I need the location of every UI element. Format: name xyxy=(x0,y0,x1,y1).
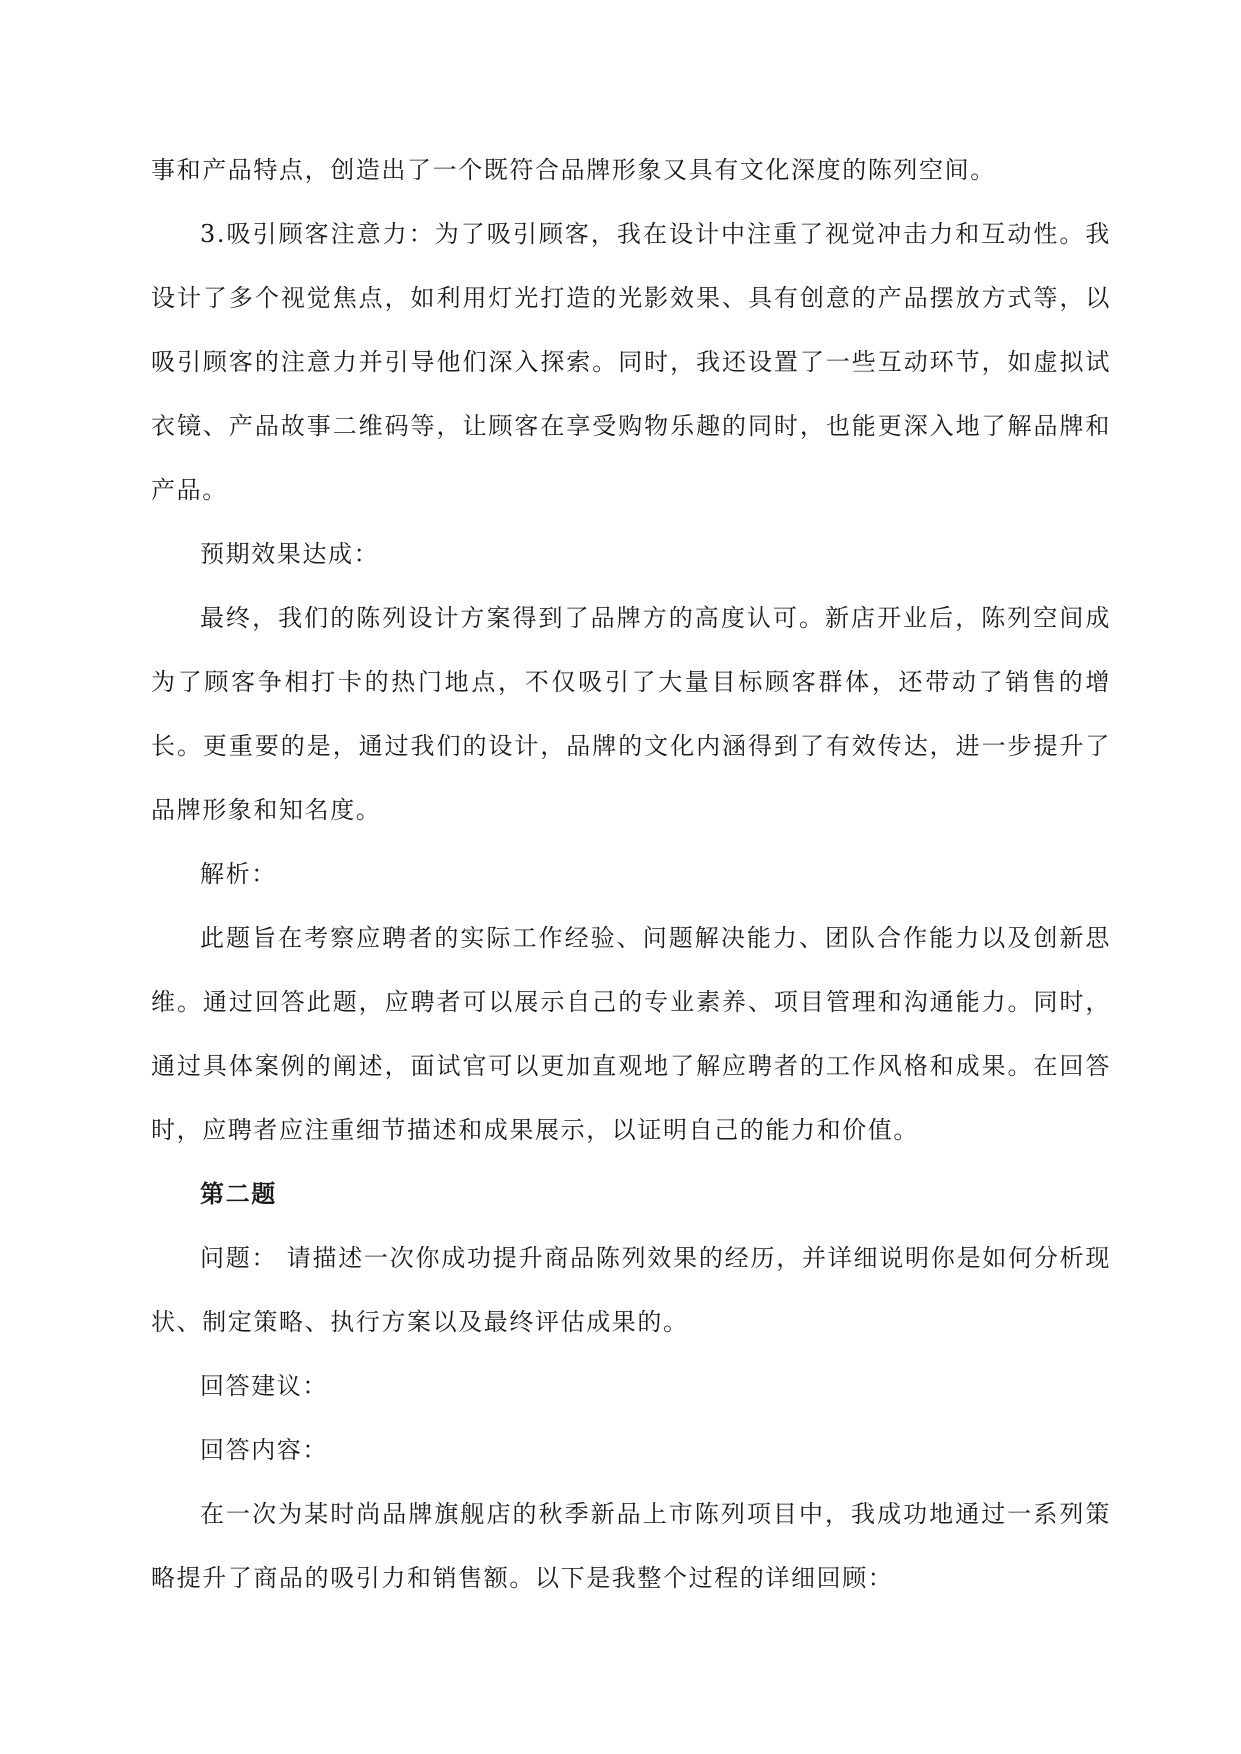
paragraph-answer-intro: 在一次为某时尚品牌旗舰店的秋季新品上市陈列项目中，我成功地通过一系列策略提升了商品的吸引力和销售额。以下是我整个过程的详细回顾： xyxy=(151,1500,1111,1592)
heading-answer-suggestion: 回答建议： xyxy=(200,1372,328,1400)
heading-expected-results: 预期效果达成： xyxy=(200,540,380,568)
heading-answer-content: 回答内容： xyxy=(200,1436,328,1464)
paragraph-final-outcome: 最终，我们的陈列设计方案得到了品牌方的高度认可。新店开业后，陈列空间成为了顾客争相打卡的热门地点，不仅吸引了大量目标顾客群体，还带动了销售的增长。更重要的是，通过我们的设计，品牌的文化内涵得到了有效传达，进一步提升了品牌形象和知名度。 xyxy=(151,604,1111,824)
document-body xyxy=(151,138,1111,1610)
section-title-question-two: 第二题 xyxy=(200,1179,277,1208)
paragraph-question: 问题： 请描述一次你成功提升商品陈列效果的经历，并详细说明你是如何分析现状、制定策略、执行方案以及最终评估成果的。 xyxy=(151,1244,1111,1336)
paragraph-analysis: 此题旨在考察应聘者的实际工作经验、问题解决能力、团队合作能力以及创新思维。通过回答此题，应聘者可以展示自己的专业素养、项目管理和沟通能力。同时，通过具体案例的阐述，面试官可以更加直观地了解应聘者的工作风格和成果。在回答时，应聘者应注重细节描述和成果展示，以证明自己的能力和价值。 xyxy=(151,924,1111,1144)
paragraph-attract-customers: 3.吸引顾客注意力：为了吸引顾客，我在设计中注重了视觉冲击力和互动性。我设计了多个视觉焦点，如利用灯光打造的光影效果、具有创意的产品摆放方式等，以吸引顾客的注意力并引导他们深入探索。同时，我还设置了一些互动环节，如虚拟试衣镜、产品故事二维码等，让顾客在享受购物乐趣的同时，也能更深入地了解品牌和产品。 xyxy=(151,220,1111,504)
heading-analysis: 解析： xyxy=(200,860,277,888)
paragraph-continuation: 事和产品特点，创造出了一个既符合品牌形象又具有文化深度的陈列空间。 xyxy=(151,156,996,184)
